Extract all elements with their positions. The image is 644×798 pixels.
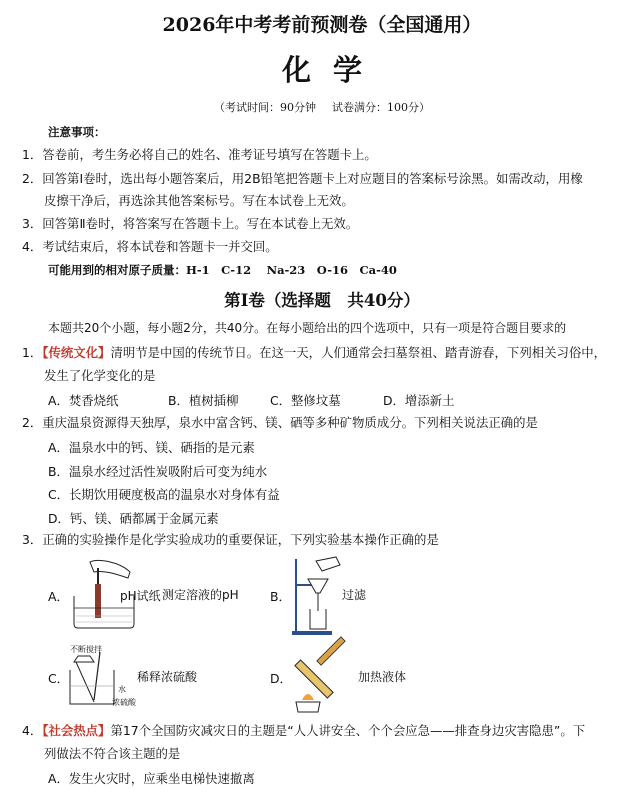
heating-figure bbox=[288, 642, 360, 714]
notice-item: 3．回答第Ⅱ卷时，将答案写在答题卡上。写在本试卷上无效。 bbox=[22, 216, 359, 231]
section-intro: 本题共20个小题，每小题2分，共40分。在每小题给出的四个选项中，只有一项是符合题目要求的 bbox=[48, 321, 567, 335]
question-1: 1．【传统文化】清明节是中国的传统节日。在这一天，人们通常会扫墓祭祖、踏青游春，下列相关习俗中， bbox=[22, 345, 607, 360]
filtration-caption: 过滤 bbox=[342, 588, 367, 602]
q3-option-d[interactable]: D． bbox=[270, 671, 292, 686]
water-label: 水 bbox=[118, 685, 126, 694]
q1-option-a[interactable]: A．焚香烧纸 bbox=[48, 393, 119, 408]
q1-option-c[interactable]: C．整修坟墓 bbox=[270, 393, 341, 408]
ph-caption: 测定溶液的pH bbox=[162, 588, 239, 602]
acid-label: 浓硫酸 bbox=[112, 698, 136, 707]
q2-option-d[interactable]: D．钙、镁、硒都属于金属元素 bbox=[48, 511, 219, 526]
q3-option-a[interactable]: A． bbox=[48, 589, 69, 604]
exam-info bbox=[0, 99, 644, 115]
full-score: 试卷满分：100分） bbox=[332, 101, 430, 114]
subject-title: 化学 bbox=[281, 53, 384, 87]
notice-heading: 注意事项： bbox=[48, 125, 106, 139]
atomic-masses: 可能用到的相对原子质量：H-1 C-12 Na-23 O-16 Ca-40 bbox=[48, 263, 397, 277]
question-2: 2．重庆温泉资源得天独厚，泉水中富含钙、镁、硒等多种矿物质成分。下列相关说法正确的是 bbox=[22, 415, 538, 430]
q2-option-c[interactable]: C．长期饮用硬度极高的温泉水对身体有益 bbox=[48, 487, 280, 502]
q2-option-a[interactable]: A．温泉水中的钙、镁、硒指的是元素 bbox=[48, 440, 255, 455]
question-4-cont: 列做法不符合该主题的是 bbox=[44, 746, 181, 761]
q1-option-b[interactable]: B．植树插柳 bbox=[168, 393, 239, 408]
notice-item-cont: 皮擦干净后，再选涂其他答案标号。写在本试卷上无效。 bbox=[44, 193, 354, 208]
dilution-caption: 稀释浓硫酸 bbox=[137, 670, 198, 684]
tag-social-hotspot: 【社会热点】 bbox=[42, 723, 111, 738]
ph-paper-label: pH试纸 bbox=[120, 589, 161, 603]
exam-time: （考试时间：90分钟 bbox=[214, 101, 316, 114]
notice-item: 1．答卷前，考生务必将自己的姓名、准考证号填写在答题卡上。 bbox=[22, 147, 377, 162]
exam-title: 2026年中考考前预测卷（全国通用） bbox=[162, 14, 482, 36]
section-title: 第Ⅰ卷（选择题 共40分） bbox=[224, 291, 420, 310]
notice-item: 2．回答第Ⅰ卷时，选出每小题答案后，用2B铅笔把答题卡上对应题目的答案标号涂黑。如需改动，用橡 bbox=[22, 171, 583, 186]
q2-option-b[interactable]: B．温泉水经过活性炭吸附后可变为纯水 bbox=[48, 464, 268, 479]
notice-item: 4．考试结束后，将本试卷和答题卡一并交回。 bbox=[22, 239, 278, 254]
q1-option-d[interactable]: D．增添新土 bbox=[383, 393, 455, 408]
question-4: 4．【社会热点】第17个全国防灾减灾日的主题是“人人讲安全、个个会应急——排查身边灾害隐患”。下 bbox=[22, 723, 586, 738]
question-3: 3．正确的实验操作是化学实验成功的重要保证，下列实验基本操作正确的是 bbox=[22, 532, 439, 547]
q4-option-a[interactable]: A．发生火灾时，应乘坐电梯快速撤离 bbox=[48, 771, 255, 786]
filtration-figure bbox=[288, 555, 348, 637]
stir-label: 不断搅拌 bbox=[70, 645, 102, 654]
tag-traditional-culture: 【传统文化】 bbox=[42, 345, 111, 360]
q3-option-b[interactable]: B． bbox=[270, 589, 291, 604]
heating-caption: 加热液体 bbox=[358, 670, 407, 684]
question-1-cont: 发生了化学变化的是 bbox=[44, 368, 156, 383]
q3-option-c[interactable]: C． bbox=[48, 671, 70, 686]
